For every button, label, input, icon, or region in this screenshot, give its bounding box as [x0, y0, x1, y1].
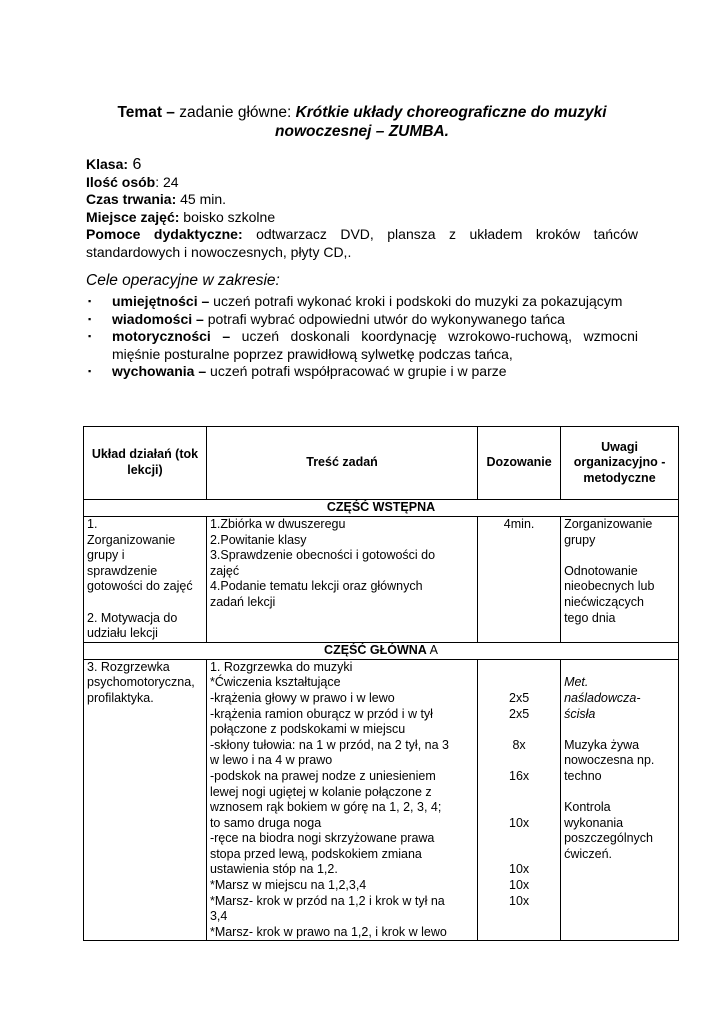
cell-line: udziału lekcji [87, 626, 158, 641]
cell-line: -ręce na biodra nogi skrzyżowane prawa [209, 831, 435, 846]
cell-gap [481, 722, 557, 738]
cell-gap [564, 785, 675, 801]
cell-line: *Ćwiczenia kształtujące [209, 675, 341, 690]
goal-item [86, 293, 638, 311]
info-ilosc [86, 174, 638, 192]
cell-tresc [206, 659, 477, 941]
cell-gap [481, 800, 557, 816]
header-tresc: Treść zadań [206, 427, 477, 500]
goal-text: uczeń doskonali koordynację wzrokowo-ruchową, wzmocni mięśnie posturalne poprzez prawidłową sylwetkę podczas tańca, [112, 328, 638, 362]
cell-line: 2. Motywacja do [87, 610, 178, 625]
goal-label: wychowania – [112, 363, 207, 379]
table-header-row [84, 427, 679, 500]
goal-text: uczeń potrafi współpracować w grupie i w parze [206, 363, 507, 379]
cell-line: ustawienia stóp na 1,2. [209, 862, 338, 877]
cell-gap [481, 660, 557, 676]
cell-line: Zorganizowanie [87, 532, 176, 547]
lesson-plan-table [83, 426, 679, 941]
cell-line: 1.Zbiórka w dwuszeregu [209, 517, 346, 531]
ilosc-label: Ilość osób [86, 173, 156, 190]
goals-heading: Cele operacyjne w zakresie: [86, 272, 280, 289]
miejsce-label: Miejsce zajęć: [86, 208, 180, 225]
cell-gap [564, 660, 675, 676]
header-uwagi: Uwagi organizacyjno - metodyczne [561, 427, 679, 500]
cell-line: gotowości do zajęć [87, 579, 193, 594]
cell-line: 2x5 [509, 690, 530, 705]
header-dozowanie: Dozowanie [478, 427, 561, 500]
cell-dozowanie [478, 659, 561, 941]
goals-list [86, 293, 638, 381]
info-czas [86, 191, 638, 209]
goal-item [86, 311, 638, 329]
info-pomoce [86, 226, 638, 261]
cell-line: tego dnia [564, 610, 616, 625]
cell-line: -skłony tułowia: na 1 w przód, na 2 tył, na 3 [209, 737, 449, 752]
miejsce-value: boisko szkolne [179, 208, 276, 225]
cell-line: 3,4 [209, 909, 228, 924]
bullet-icon: ▪ [88, 331, 92, 341]
cell-line: 8x [512, 737, 526, 752]
lesson-info [86, 156, 638, 261]
section-row [84, 642, 679, 659]
cell-line: naśladowcza- [564, 690, 641, 705]
cell-line: wznosem rąk bokiem w górę na 1, 2, 3, 4; [209, 800, 442, 815]
cell-gap [564, 722, 675, 738]
cell-line: 3. Rozgrzewka [87, 659, 170, 674]
bullet-icon: ▪ [88, 366, 92, 376]
cell-line: -podskok na prawej nodze z uniesieniem [209, 768, 436, 783]
pomoce-label: Pomoce dydaktyczne: [86, 226, 243, 242]
cell-gap [564, 548, 675, 564]
cell-line: Zorganizowanie [564, 517, 653, 531]
cell-line: *Marsz w miejscu na 1,2,3,4 [209, 878, 367, 893]
cell-line: ścisła [564, 706, 596, 721]
cell-line: 16x [509, 768, 530, 783]
cell-line: -krążenia ramion oburącz w przód i w tył [209, 706, 433, 721]
cell-uwagi [561, 517, 679, 643]
info-miejsce [86, 209, 638, 227]
czas-label: Czas trwania: [86, 191, 177, 207]
table-row [84, 517, 679, 643]
cell-uklad [84, 517, 207, 643]
czas-value: 45 min. [176, 191, 227, 207]
cell-line: profilaktyka. [87, 690, 154, 705]
cell-line: *Marsz- krok w przód na 1,2 i krok w tył na [209, 893, 445, 908]
cell-line: grupy [564, 532, 596, 547]
cell-line: sprawdzenie [87, 563, 158, 578]
ilosc-value: : 24 [155, 173, 179, 190]
goal-text: uczeń potrafi wykonać kroki i podskoki do muzyki za pokazującym [209, 293, 623, 309]
section-wstepna: CZĘŚĆ WSTĘPNA [84, 500, 679, 517]
cell-line: 10x [509, 862, 530, 877]
cell-gap [481, 847, 557, 863]
cell-line: 1. [87, 517, 98, 531]
cell-line: stopa przed lewą, podskokiem zmiana [209, 846, 422, 861]
cell-line: 2.Powitanie klasy [209, 532, 307, 547]
cell-line: 10x [509, 815, 530, 830]
cell-line: Kontrola [564, 800, 611, 815]
klasa-value: 6 [128, 156, 142, 173]
cell-line: lewej nogi ugiętej w kolanie połączone z [209, 784, 432, 799]
cell-line: 10x [509, 893, 530, 908]
title-prefix: Temat – [117, 104, 175, 121]
cell-gap [481, 675, 557, 691]
cell-line: ćwiczeń. [564, 846, 612, 861]
table-row [84, 659, 679, 941]
cell-line: nowoczesna np. [564, 753, 655, 768]
cell-gap [87, 595, 203, 611]
goal-item [86, 363, 638, 381]
klasa-label: Klasa: [86, 156, 129, 172]
section-glowna [84, 642, 679, 659]
section-glowna-suffix: A [426, 642, 438, 657]
header-uklad: Układ działań (tok lekcji) [84, 427, 207, 500]
cell-tresc [206, 517, 477, 643]
goal-label: motoryczności – [112, 328, 231, 344]
cell-line: zajęć [209, 563, 240, 578]
cell-line: Muzyka żywa [564, 737, 640, 752]
goal-text: potrafi wybrać odpowiedni utwór do wykonywanego tańca [203, 310, 565, 327]
goal-label: umiejętności – [112, 293, 210, 309]
cell-line: niećwiczących [564, 594, 644, 609]
title-plain: zadanie główne: [174, 104, 296, 121]
cell-line: w lewo i na 4 w prawo [209, 753, 333, 768]
cell-line: grupy i [87, 548, 125, 563]
goal-item [86, 328, 638, 363]
cell-line: wykonania [564, 815, 624, 830]
cell-line: 1. Rozgrzewka do muzyki [209, 659, 353, 674]
cell-line: połączone z podskokami w miejscu [209, 722, 406, 737]
cell-uklad [84, 659, 207, 941]
cell-line: zadań lekcji [209, 594, 276, 609]
cell-dozowanie: 4min. [478, 517, 561, 643]
cell-line: techno [564, 768, 602, 783]
cell-line: Met. [564, 675, 589, 690]
cell-line: 3.Sprawdzenie obecności i gotowości do [209, 548, 436, 563]
cell-gap [481, 831, 557, 847]
section-glowna-label: CZĘŚĆ GŁÓWNA [324, 642, 427, 657]
section-row [84, 500, 679, 517]
cell-line: to samo druga noga [209, 815, 322, 830]
pomoce-value: odtwarzacz DVD, plansza z układem kroków tańców standardowych i nowoczesnych, płyty CD,. [86, 226, 638, 260]
cell-line: 10x [509, 878, 530, 893]
cell-line: -krążenia głowy w prawo i w lewo [209, 690, 395, 705]
bullet-icon: ▪ [88, 313, 92, 324]
cell-gap [481, 753, 557, 769]
cell-gap [481, 785, 557, 801]
cell-line: 4.Podanie tematu lekcji oraz głównych [209, 579, 423, 594]
cell-line: Odnotowanie [564, 563, 638, 578]
cell-uwagi [561, 659, 679, 941]
cell-line: nieobecnych lub [564, 579, 655, 594]
title-topic: Krótkie układy choreograficzne do muzyki nowoczesnej – ZUMBA. [275, 104, 607, 140]
cell-line: *Marsz- krok w prawo na 1,2, i krok w lewo [209, 924, 447, 939]
cell-line: psychomotoryczna, [87, 675, 195, 690]
goal-label: wiadomości – [112, 310, 204, 327]
info-klasa [86, 156, 638, 174]
cell-line: 2x5 [509, 706, 530, 721]
lesson-title [86, 103, 638, 141]
bullet-icon: ▪ [88, 296, 92, 306]
cell-line: poszczególnych [564, 831, 654, 846]
